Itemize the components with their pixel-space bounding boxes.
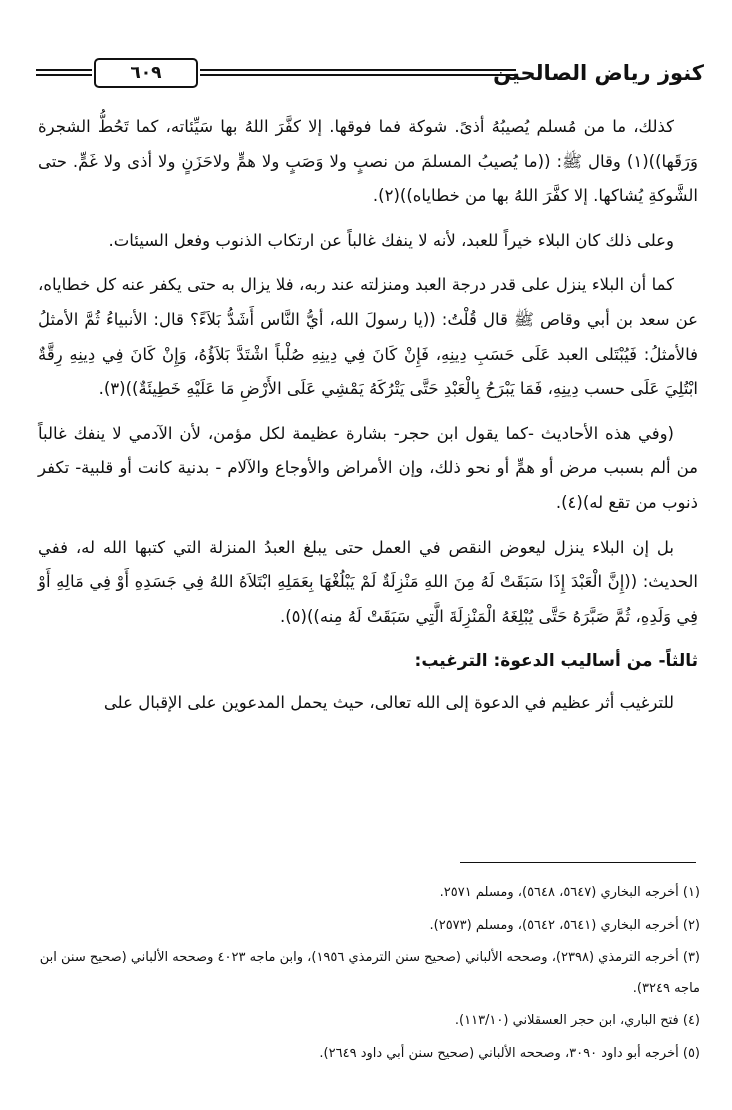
book-title: كنوز رياض الصالحين [493,61,704,85]
paragraph: وعلى ذلك كان البلاء خيراً للعبد، لأنه لا ينفك غالباً عن ارتكاب الذنوب وفعل السيئات. [108,230,674,250]
footnote-separator [460,862,696,863]
footnote: (٣) أخرجه الترمذي (٢٣٩٨)، وصححه الألباني (صحيح سنن الترمذي ١٩٥٦)، وابن ماجه ٤٠٢٣ وصححه الألباني (صحيح سنن ابن ماجه ٣٢٤٩). [39,950,700,996]
header-rule-left [36,69,92,76]
paragraph: (وفي هذه الأحاديث -كما يقول ابن حجر- بشارة عظيمة لكل مؤمن، لأن الآدمي لا ينفك غالباً من ألم بسبب مرض أو همٍّ أو نحو ذلك، وإن الأمراض والأوجاع والآلام - بدنية كانت أو قلبية- تكفر ذنوب من تقع له)(٤). [38,423,698,512]
footnote: (٤) فتح الباري، ابن حجر العسقلاني (١١٣/١٠). [454,1013,700,1028]
page-number: ٦٠٩ [130,63,162,83]
footnotes [38,876,700,1070]
header-rule-right [200,69,516,76]
footnote: (٥) أخرجه أبو داود ٣٠٩٠، وصححه الألباني (صحيح سنن أبي داود ٢٦٤٩). [319,1046,700,1061]
running-header [36,58,704,92]
section-heading: ثالثاً- من أساليب الدعوة: الترغيب: [414,651,698,672]
footnote: (١) أخرجه البخاري (٥٦٤٧، ٥٦٤٨)، ومسلم ٢٥٧١. [439,885,700,900]
paragraph: للترغيب أثر عظيم في الدعوة إلى الله تعالى، حيث يحمل المدعوين على الإقبال على [103,693,674,713]
paragraph: بل إن البلاء ينزل ليعوض النقص في العمل حتى يبلغ العبدُ المنزلة التي كتبها الله له، ففي الحديث: ((إِنَّ الْعَبْدَ إِذَا سَبَقَتْ لَهُ مِنَ اللهِ مَنْزِلَةٌ لَمْ يَبْلُغْهَا بِعَمَلِهِ ابْتَلاَهُ اللهُ فِي جَسَدِهِ أَوْ فِي مَالِهِ أَوْ فِي وَلَدِهِ، ثُمَّ صَبَّرَهُ حَتَّى يُبْلِغَهُ الْمَنْزِلَةَ الَّتِي سَبَقَتْ لَهُ مِنه))(٥). [38,537,698,626]
paragraph: كما أن البلاء ينزل على قدر درجة العبد ومنزلته عند ربه، فلا يزال به حتى يكفر عنه كل خطاياه، عن سعد بن أبي وقاص ﷺ قال قُلْتُ: ((يا رسولَ الله، أيُّ النَّاس أَشَدُّ بَلاَءً؟ قال: الأنبياءُ ثُمَّ الأمثلُ فالأمثلُ: فَيُبْتَلى العبد عَلَى حَسَبِ دِينِهِ، فَإِنْ كَانَ فِي دِينِهِ صُلْباً اشْتَدَّ بَلاَؤُهُ، وَإِنْ كَانَ فِي دِينِهِ رِقَّةٌ ابْتُلِيَ عَلَى حسب دِينِهِ، فَمَا يَبْرَحُ بِالْعَبْدِ حَتَّى يَتْرُكَهُ يَمْشِي عَلَى الأَرْضِ مَا عَلَيْهِ خَطِيئَةٌ))(٣). [38,275,698,399]
footnote: (٢) أخرجه البخاري (٥٦٤١، ٥٦٤٢)، ومسلم (٢٥٧٣). [429,918,700,933]
main-text [38,110,698,731]
page-number-box [94,58,198,88]
paragraph: كذلك، ما من مُسلم يُصيبُهُ أذىً. شوكة فما فوقها. إلا كفَّرَ اللهُ بها سَيِّئاته، كما تَحُطُّ الشجرة وَرَقَها))(١) وقال ﷺ: ((ما يُصيبُ المسلمَ من نصبٍ ولا وَصَبٍ ولا همٍّ ولاحَزَنٍ ولا أذى ولا غَمٍّ. حتى الشَّوكةِ يُشاكها. إلا كفَّرَ اللهُ بها من خطاياه))(٢). [38,117,698,206]
